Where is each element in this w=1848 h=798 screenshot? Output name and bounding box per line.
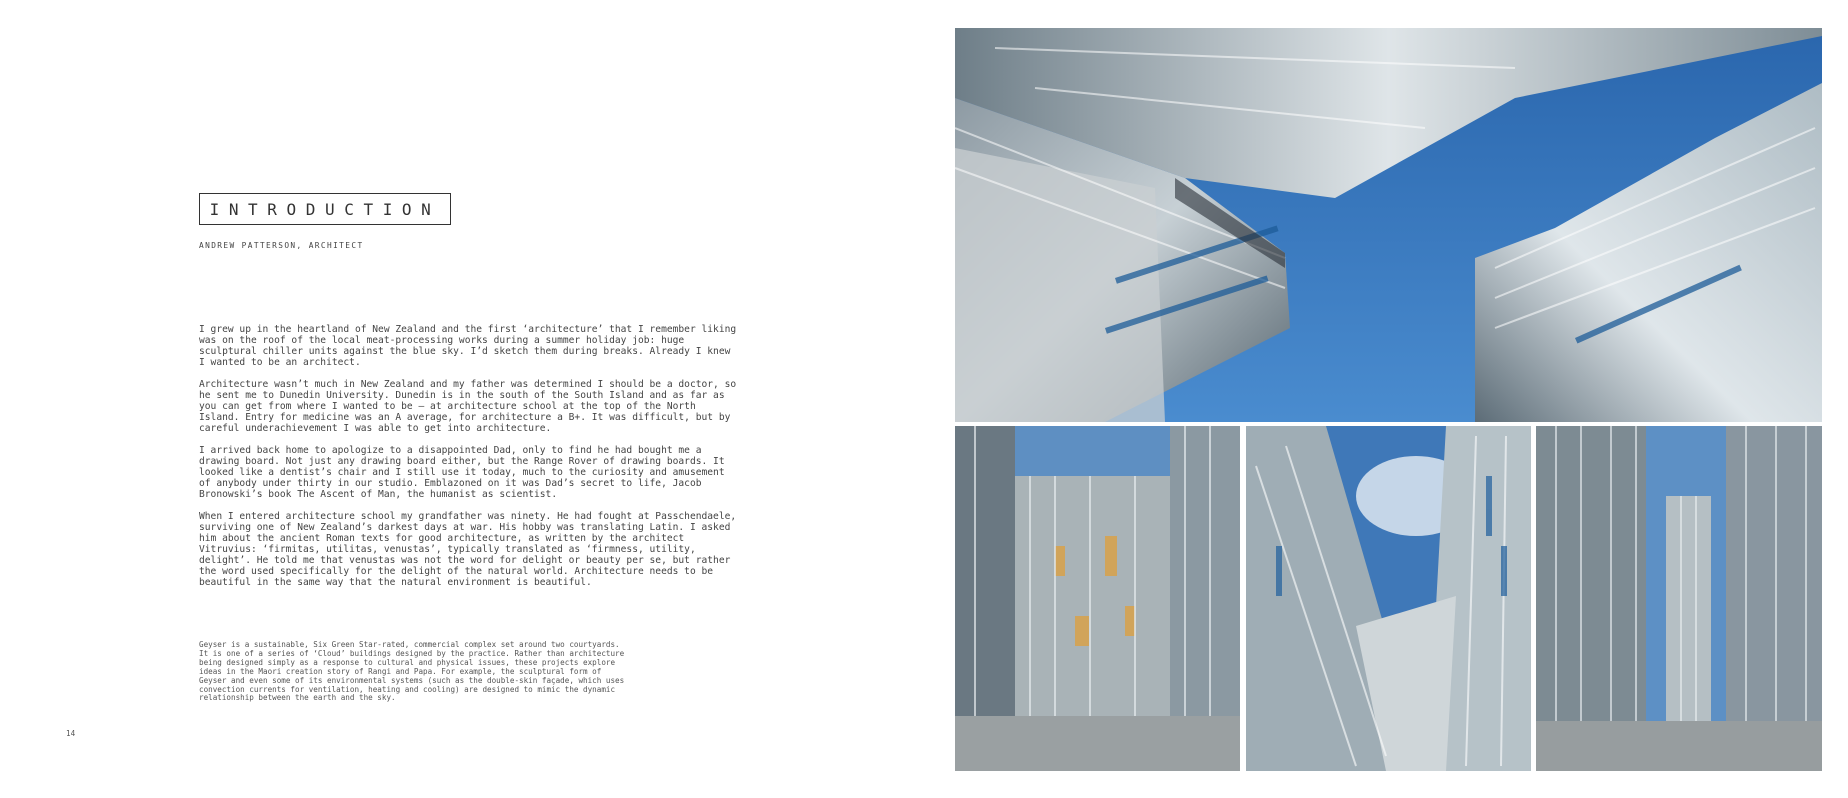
body-text bbox=[199, 324, 739, 599]
page-title: INTRODUCTION bbox=[199, 193, 451, 225]
building-facade-looking-up-photo bbox=[955, 28, 1822, 422]
paragraph: When I entered architecture school my grandfather was ninety. He had fought at Passchendaele, surviving one of New Zealand’s darkest days at war. His hobby was translating Latin. I asked him about the ancient Roman texts for good architecture, as written by the architect Vitruvius: ‘firmitas, utilitas, venustas’, typically translated as ‘firmness, utility, delight’. He told me that venustas was not the word for delight or beauty per se, but rather the word used specifically for the delight of the natural world. Architecture needs to be beautiful in the same way that the natural environment is beautiful. bbox=[199, 511, 737, 588]
photo-caption: Geyser is a sustainable, Six Green Star-rated, commercial complex set around two courtyards. It is one of a series of ‘Cloud’ buildings designed by the practice. Rather than architecture being designed simply as a response to cultural and physical issues, these projects explore ideas in the Maori creation story of Rangi and Papa. For example, the sculptural form of Geyser and even some of its environmental systems (such as the double-skin façade, which uses convection currents for ventilation, heating and cooling) are designed to mimic the dynamic relationship between the earth and the sky. bbox=[199, 640, 625, 703]
page-number: 14 bbox=[66, 729, 76, 738]
paragraph: I grew up in the heartland of New Zealand and the first ‘architecture’ that I remember liking was on the roof of the local meat-processing works during a summer holiday job: huge sculptural chiller units against the blue sky. I’d sketch them during breaks. Already I knew I wanted to be an architect. bbox=[199, 324, 737, 368]
angled-glass-facade-sky-photo bbox=[1246, 426, 1531, 771]
author-byline: ANDREW PATTERSON, ARCHITECT bbox=[199, 241, 364, 250]
paragraph: Architecture wasn’t much in New Zealand and my father was determined I should be a doctor, so he sent me to Dunedin University. Dunedin is in the south of the South Island and as far as you can get from where I wanted to be – at architecture school at the top of the North Island. Entry for medicine was an A average, for architecture a B+. It was difficult, but by careful underachievement I was able to get into architecture. bbox=[199, 379, 737, 434]
paragraph: I arrived back home to apologize to a disappointed Dad, only to find he had bought me a drawing board. Not just any drawing board either, but the Range Rover of drawing boards. It looked like a dentist’s chair and I still use it today, much to the curiosity and amusement of anybody under thirty in our studio. Emblazoned on it was Dad’s secret to life, Jacob Bronowski’s book The Ascent of Man, the humanist as scientist. bbox=[199, 445, 725, 500]
narrow-courtyard-photo bbox=[1536, 426, 1822, 771]
courtyard-glass-facade-photo bbox=[955, 426, 1240, 771]
